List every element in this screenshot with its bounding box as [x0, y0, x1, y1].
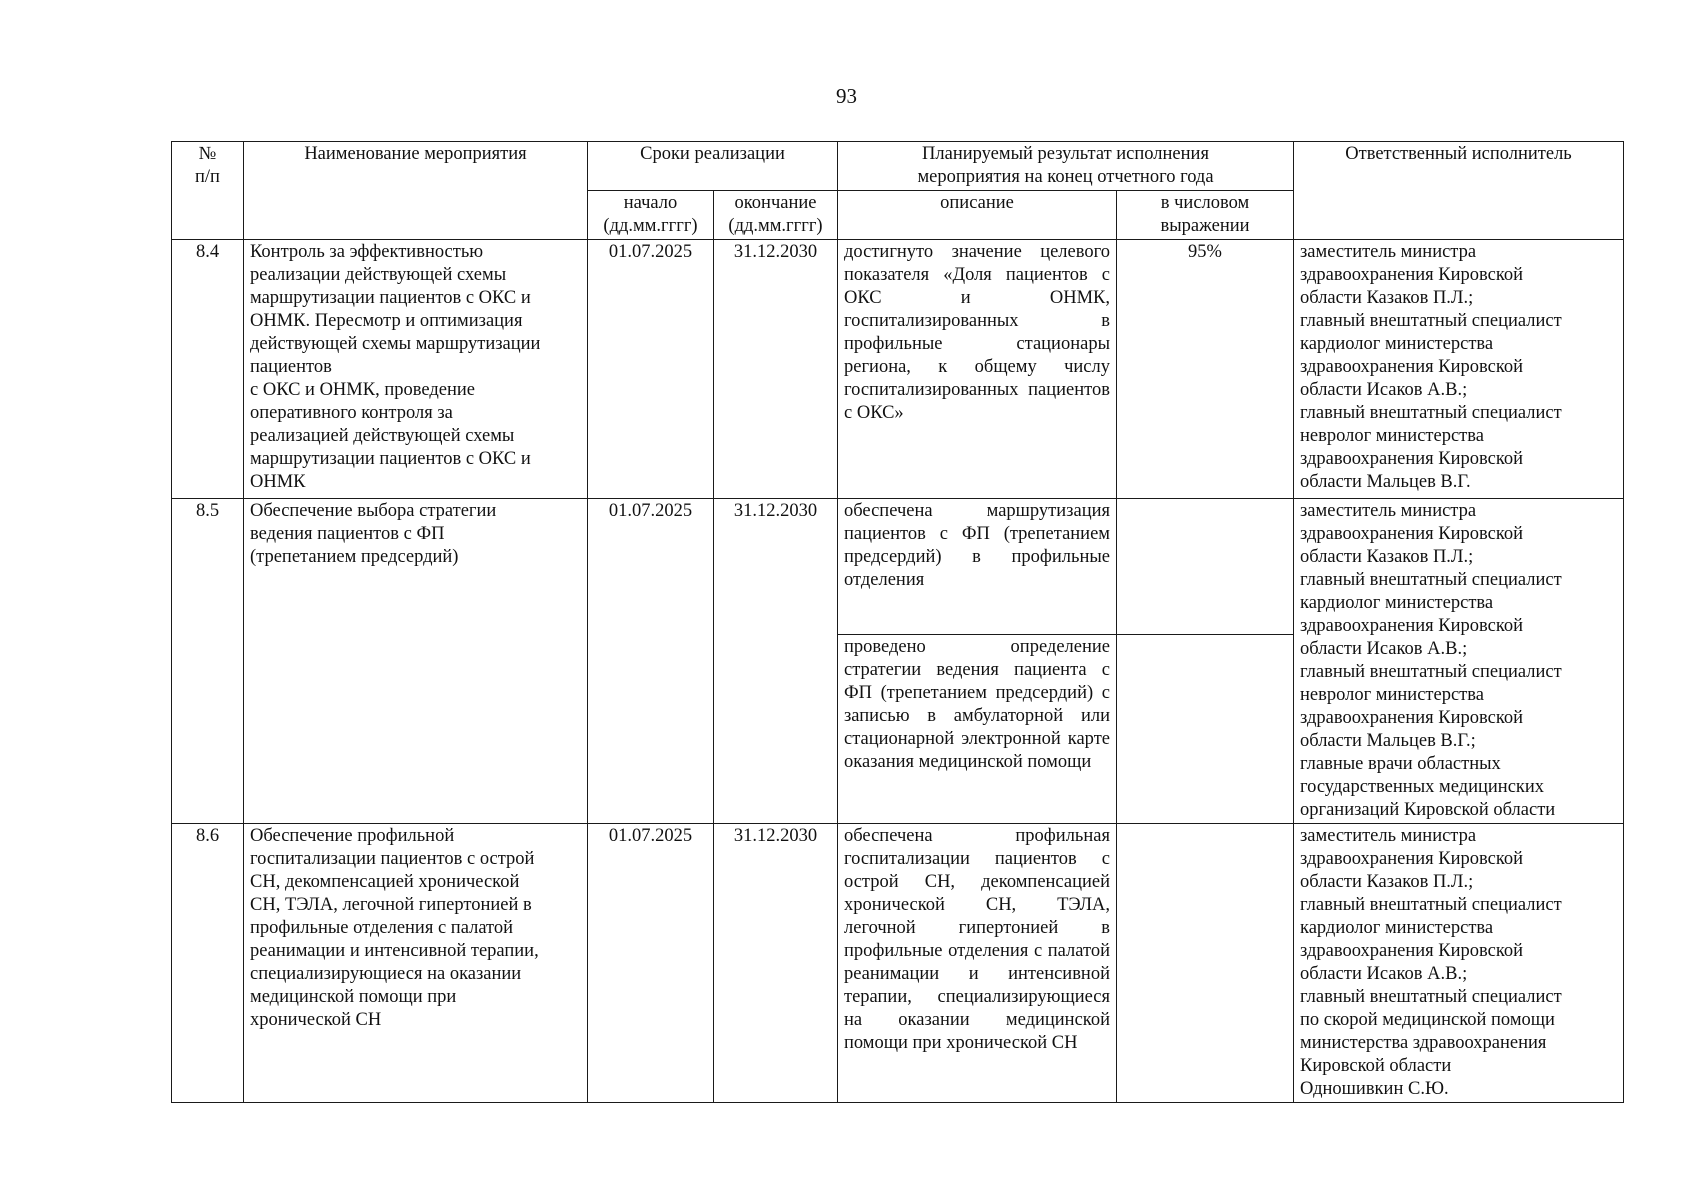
header-planned-result: Планируемый результат исполнения мероприятия на конец отчетного года: [838, 142, 1294, 191]
start-date: 01.07.2025: [588, 824, 714, 1103]
start-date: 01.07.2025: [588, 240, 714, 499]
table-row: [172, 499, 1624, 635]
header-start-date: начало (дд.мм.гггг): [588, 191, 714, 240]
header-number: № п/п: [172, 142, 244, 240]
responsible-executor: заместитель министра здравоохранения Кировской области Казаков П.Л.; главный внештатный специалист кардиолог министерства здравоохранения Кировской области Исаков А.В.; главный внештатный специалист по скорой медицинской помощи министерства здравоохранения Кировской области Одношивкин С.Ю.: [1294, 824, 1624, 1103]
header-description: описание: [838, 191, 1117, 240]
table-row: [172, 240, 1624, 499]
activity-name: Контроль за эффективностью реализации действующей схемы маршрутизации пациентов с ОКС и ОНМК. Пересмотр и оптимизация действующей схемы маршрутизации пациентов с ОКС и ОНМК, проведение оперативного контроля за реализацией действующей схемы маршрутизации пациентов с ОКС и ОНМК: [244, 240, 588, 499]
result-description: достигнуто значение целевого показателя «Доля пациентов с ОКС и ОНМК, госпитализированных в профильные стационары региона, к общему числу госпитализированных пациентов с ОКС»: [838, 240, 1117, 499]
end-date: 31.12.2030: [714, 824, 838, 1103]
result-numeric-value: [1117, 499, 1294, 635]
responsible-executor: заместитель министра здравоохранения Кировской области Казаков П.Л.; главный внештатный специалист кардиолог министерства здравоохранения Кировской области Исаков А.В.; главный внештатный специалист невролог министерства здравоохранения Кировской области Мальцев В.Г.: [1294, 240, 1624, 499]
result-numeric-value: [1117, 634, 1294, 823]
header-numeric-value: в числовом выражении: [1117, 191, 1294, 240]
activity-name: Обеспечение профильной госпитализации пациентов с острой СН, декомпенсацией хронической СН, ТЭЛА, легочной гипертонией в профильные отделения с палатой реанимации и интенсивной терапии, специализирующиеся на оказании медицинской помощи при хронической СН: [244, 824, 588, 1103]
responsible-executor: заместитель министра здравоохранения Кировской области Казаков П.Л.; главный внештатный специалист кардиолог министерства здравоохранения Кировской области Исаков А.В.; главный внештатный специалист невролог министерства здравоохранения Кировской области Мальцев В.Г.; главные врачи областных государственных медицинских организаций Кировской области: [1294, 499, 1624, 824]
row-number: 8.5: [172, 499, 244, 824]
row-number: 8.4: [172, 240, 244, 499]
table-row: [172, 824, 1624, 1103]
activity-name: Обеспечение выбора стратегии ведения пациентов с ФП (трепетанием предсердий): [244, 499, 588, 824]
header-end-date: окончание (дд.мм.гггг): [714, 191, 838, 240]
page-number: 93: [836, 84, 857, 108]
header-activity-name: Наименование мероприятия: [244, 142, 588, 240]
result-numeric-value: 95%: [1117, 240, 1294, 499]
result-numeric-value: [1117, 824, 1294, 1103]
result-description: проведено определение стратегии ведения пациента с ФП (трепетанием предсердий) с записью в амбулаторной или стационарной электронной карте оказания медицинской помощи: [838, 634, 1117, 823]
end-date: 31.12.2030: [714, 240, 838, 499]
start-date: 01.07.2025: [588, 499, 714, 824]
result-description: обеспечена маршрутизация пациентов с ФП (трепетанием предсердий) в профильные отделения: [838, 499, 1117, 635]
result-description: обеспечена профильная госпитализации пациентов с острой СН, декомпенсацией хронической СН, ТЭЛА, легочной гипертонией в профильные отделения с палатой реанимации и интенсивной терапии, специализирующиеся на оказании медицинской помощи при хронической СН: [838, 824, 1117, 1103]
end-date: 31.12.2030: [714, 499, 838, 824]
header-timeline: Сроки реализации: [588, 142, 838, 191]
row-number: 8.6: [172, 824, 244, 1103]
header-responsible: Ответственный исполнитель: [1294, 142, 1624, 240]
activities-table: [171, 141, 1624, 1103]
